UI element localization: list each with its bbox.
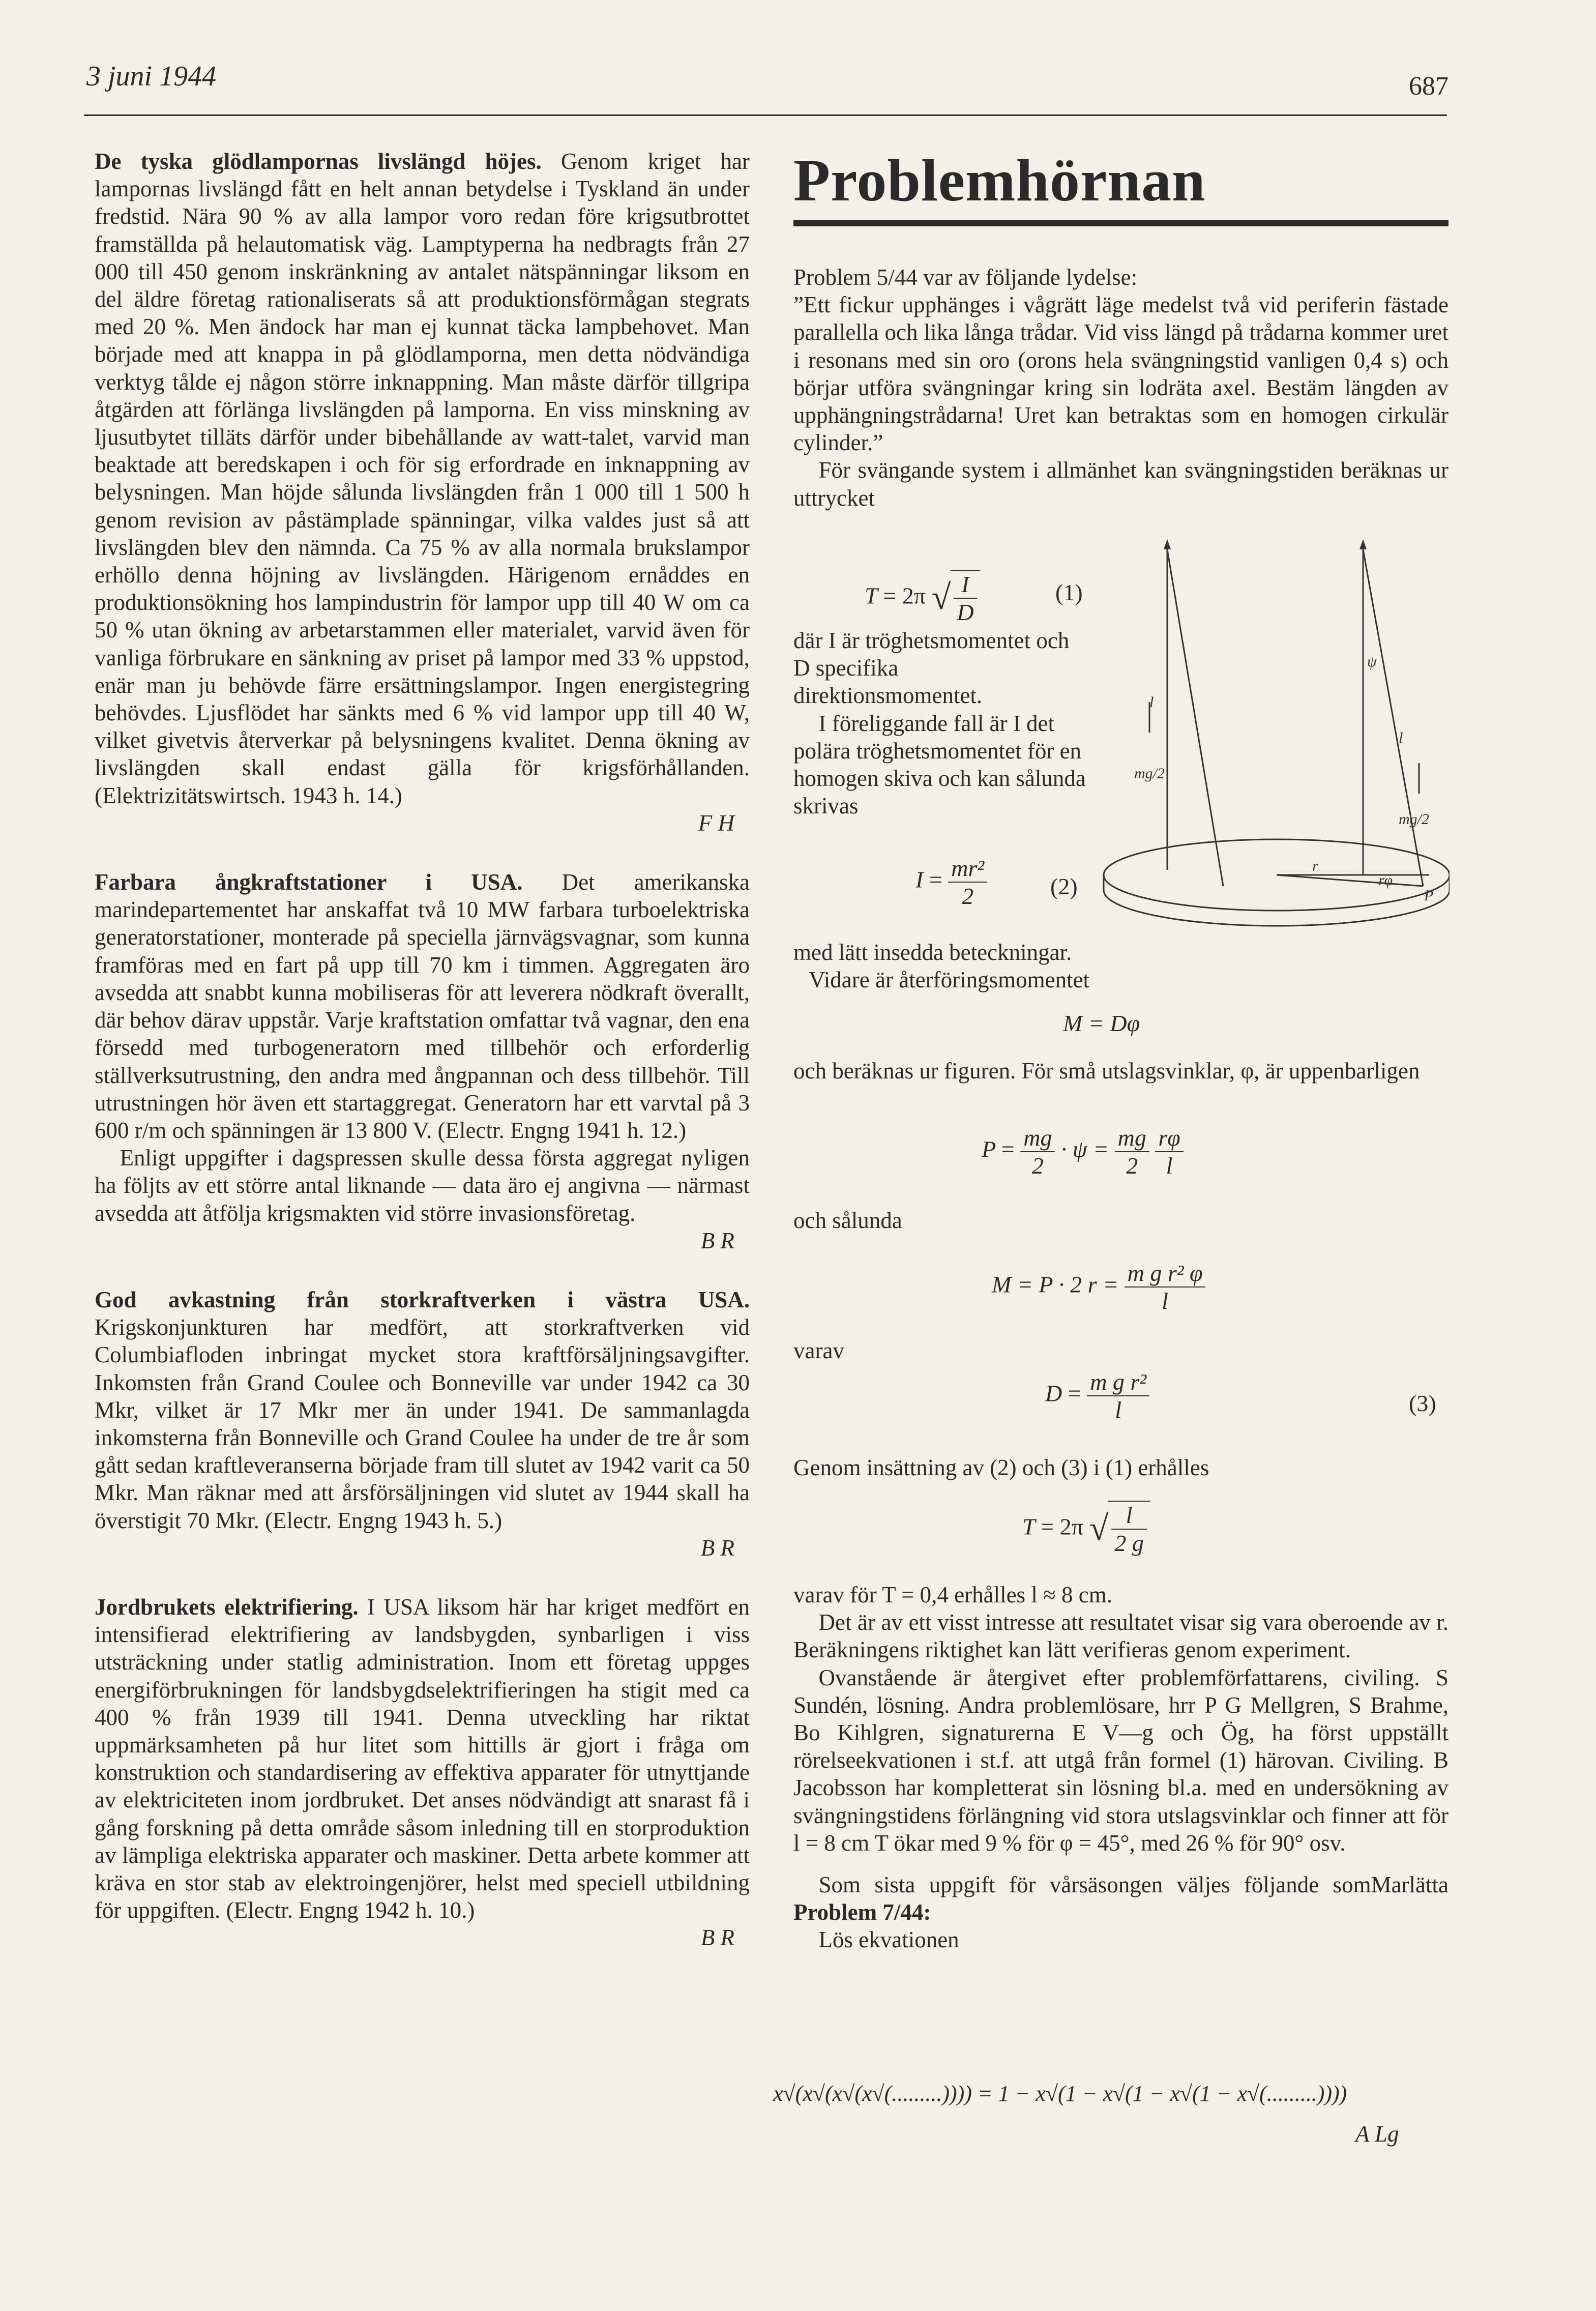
paragraph-6: och beräknas ur figuren. För små utslagsvinklar, φ, är uppenbarligen xyxy=(793,1058,1420,1084)
eq-den: 2 g xyxy=(1114,1530,1144,1556)
article-body: Krigskonjunkturen har medfört, att storkraftverken vid Columbiafloden inbringat mycket stora kraftförsäljningsavgifter. Inkomsten från Grand Coulee och Bonneville var under 1942 ca 30 Mkr, vilket är 17 Mkr mer än under 1941. De sammanlagda inkomsterna från Bonneville och Grand Coulee ha under de tre år som gått sedan kraftleveranserna började fram till slutet av 1942 varit ca 50 Mkr. Man räknar med att årsförsäljningen vid slutet av 1944 skall ha överstigit 70 Mkr. (Electr. Engng 1943 h. 5.) xyxy=(95,1314,750,1533)
label-mg2-right: mg/2 xyxy=(1399,811,1429,828)
label-P: P xyxy=(1424,887,1434,904)
disk-suspension-figure xyxy=(1093,539,1450,936)
equation-M2 xyxy=(992,1260,1205,1314)
equation-T xyxy=(1022,1501,1150,1557)
eq-num: rφ xyxy=(1155,1124,1183,1152)
eq-num: l xyxy=(1111,1502,1147,1530)
article-jordbruket xyxy=(95,1593,750,1952)
eq-num: m g r² φ xyxy=(1125,1260,1206,1288)
eq-den: 2 xyxy=(962,883,974,909)
eq-lhs: M xyxy=(992,1271,1012,1298)
top-left-point-icon xyxy=(1164,539,1171,549)
eq-lhs: I xyxy=(915,866,924,893)
article-signature: B R xyxy=(700,1535,734,1561)
page-number: 687 xyxy=(1409,72,1449,101)
left-deflected-thread xyxy=(1167,549,1223,886)
right-deflected-thread xyxy=(1363,549,1423,886)
section-title: Problemhörnan xyxy=(793,147,1206,214)
paragraph-13-text: Som sista uppgift för vårsäsongen väljes följande somMarlätta xyxy=(818,1872,1449,1898)
section-title-bar xyxy=(793,220,1449,226)
label-l-left: l xyxy=(1149,694,1154,711)
article-signature: B R xyxy=(700,1227,734,1253)
equation-2 xyxy=(915,855,987,910)
eq-lhs: P xyxy=(982,1136,996,1162)
article-title: Jordbrukets elektrifiering. xyxy=(95,1594,359,1620)
eq-op: = xyxy=(1068,1380,1081,1407)
article-signature: F H xyxy=(698,810,734,836)
paragraph-11: Det är av ett visst intresse att resultatet visar sig vara oberoende av r. Beräkningens riktighet kan lätt verifieras genom experiment. xyxy=(793,1610,1449,1663)
paragraph-3: I föreliggande fall är I det polära tröghetsmomentet för en homogen skiva och kan sålunda skrivas xyxy=(793,710,1086,819)
article-angkraftstationer xyxy=(95,868,750,1254)
eq-lhs: D xyxy=(1045,1380,1062,1407)
article-glodlampor xyxy=(95,148,750,837)
paragraph-7: och sålunda xyxy=(793,1208,902,1233)
paragraph-9: Genom insättning av (2) och (3) i (1) erhålles xyxy=(793,1455,1209,1480)
problem-text-narrow xyxy=(793,627,1088,820)
eq-num: mg xyxy=(1115,1124,1149,1152)
label-psi: ψ xyxy=(1367,653,1377,670)
label-l-right: l xyxy=(1399,729,1403,746)
header-rule xyxy=(84,114,1447,116)
eq-den: l xyxy=(1166,1153,1173,1179)
problem-label: Problem 7/44: xyxy=(793,1899,931,1925)
paragraph-1: För svängande system i allmänhet kan svängningstiden beräknas ur uttrycket xyxy=(793,457,1449,511)
sqrt-icon: √ xyxy=(1089,1508,1109,1547)
eq-den: 2 xyxy=(1031,1153,1044,1179)
equation-1-number: (1) xyxy=(1055,579,1083,605)
paragraph-5: Vidare är återföringsmomentet xyxy=(809,967,1090,992)
eq-den: l xyxy=(1162,1288,1168,1314)
problem-signature: A Lg xyxy=(1355,2121,1399,2147)
paragraph-10: varav för T = 0,4 erhålles l ≈ 8 cm. xyxy=(793,1582,1112,1607)
eq-num: m g r² xyxy=(1087,1368,1149,1396)
article-title: De tyska glödlampornas livslängd höjes. xyxy=(95,149,542,174)
label-r: r xyxy=(1312,858,1318,874)
eq-num: mr² xyxy=(948,855,987,883)
paragraph-2: där I är tröghetsmomentet och D specifika direktionsmomentet. xyxy=(793,628,1070,709)
eq-den: 2 xyxy=(1126,1153,1138,1179)
sqrt-icon: √ xyxy=(931,577,951,617)
label-rphi: rφ xyxy=(1378,872,1393,889)
paragraph-4: med lätt insedda beteckningar. xyxy=(793,940,1072,965)
eq-den: l xyxy=(1115,1397,1122,1423)
equation-3-number: (3) xyxy=(1409,1390,1436,1416)
eq-lhs: T xyxy=(1022,1513,1035,1540)
paragraph-12: Ovanstående är återgivet efter problemförfattarens, civiling. S Sundén, lösning. Andra problemlösare, hrr P G Mellgren, S Brahme, Bo Kihlgren, signaturerna E V—g och Ög, ha först uppställt rörelseekvationen i st.f. att utgå från formel (1) härovan. Civiling. B Jacobsson har kompletterat sin lösning bl.a. med en undersökning av svängningstidens förlängning vid stora utslagsvinklar och finner att för l = 8 cm T ökar med 9 % för φ = 45°, med 26 % för 90° osv. xyxy=(793,1664,1449,1856)
eq-op: = 2π xyxy=(1041,1513,1083,1540)
problem-solution-text xyxy=(793,1581,1449,1954)
equation-P: P = $\frac{mg}{2}$ · ψ = $\frac{mg}{2}$ $\frac{r\varphi}{l}$ xyxy=(982,1124,1184,1179)
eq-num: I xyxy=(954,571,977,599)
article-body: Genom kriget har lampornas livslängd fått en helt annan betydelse i Tyskland än under fredstid. Nära 90 % av alla lampor voro redan före krigsutbrottet framställda på helautomatisk väg. Lamptyperna ha nedbragts från 27 000 till 450 genom inskränkning av antalet nätspänningar liksom en del äldre företag rationaliserats så att produktionsförmågan stegrats med 20 %. Men ändock har man ej kunnat täcka lampbehovet. Man började med att knappa in på glödlamporna, men detta nödvändiga verktyg tålde ej någon större inknappning. Man måste därför tillgripa åtgärden att förlänga livslängden på lamporna. En viss minskning av ljusutbytet tilläts därför under bibehållande av watt-talet, varvid man beaktade att beredskapen i och för sig erfordrade en inknappning av belysningen. Man höjde sålunda livslängden från 1 000 till 1 500 h genom revision av påstämplade spänningar, vilka valdes just så att livslängden blev den nämnda. Ca 75 % av alla normala brukslampor erhöllo denna höjning av livslängden. Härigenom ernåddes en produktionsökning hos lampindustrin för lampor upp till 40 W om ca 50 % utan ökning av arbetarstammen eller materialet, varvid även för vanliga förbrukare en sänkning av priset på lampor med 33 % uppstod, enär man ju behövde färre ersättningslampor. Ingen energistegring behövdes. Ljusflödet har sänkts med 6 % vid lampor upp till 40 W, vilket givetvis återverkar på belysningens kvalitet. Denna ökning av livslängden skall endast gälla för krigsförhållanden. (Elektrizitätswirtsch. 1943 h. 14.) xyxy=(95,149,750,808)
problem-quote: ”Ett fickur upphänges i vågrätt läge medelst två vid periferin fästade parallella och lika långa trådar. Vid viss längd på trådarna kommer uret i resonans med sin oro (orons hela svängningstid vanligen 0,4 s) och börjar utföra svängningar kring sin lodräta axel. Bestäm längden av upphängningstrådarna! Uret kan betraktas som en homogen cirkulär cylinder.” xyxy=(793,292,1449,456)
article-storkraftverken xyxy=(95,1286,750,1562)
article-body-2: Enligt uppgifter i dagspressen skulle dessa första aggregat nyligen ha följts av ett större antal liknande — data äro ej angivna — närmast avsedda att åtfölja krigsmakten vid större invasionsföretag. xyxy=(95,1145,750,1226)
article-title: God avkastning från storkraftverken i västra USA. xyxy=(95,1286,750,1312)
top-right-point-icon xyxy=(1359,539,1367,549)
eq-den: D xyxy=(957,599,974,625)
paragraph-8: varav xyxy=(793,1338,844,1363)
equation-2-number: (2) xyxy=(1050,873,1078,899)
label-mg2-left: mg/2 xyxy=(1134,765,1165,782)
issue-date: 3 juni 1944 xyxy=(86,61,217,92)
eq-num: mg xyxy=(1020,1124,1055,1152)
article-signature: B R xyxy=(700,1925,734,1951)
eq-op: = 2π xyxy=(883,582,926,609)
paragraph-13 xyxy=(793,1871,1449,1926)
equation-3 xyxy=(1045,1368,1149,1423)
problem-intro-line: Problem 5/44 var av följande lydelse: xyxy=(793,265,1138,290)
problem-intro xyxy=(793,264,1449,512)
article-body: Det amerikanska marindepartementet har anskaffat två 10 MW farbara turboelektriska generatorstationer, monterade på speciella järnvägsvagnar, som kunna framföras med en fart på upp till 70 km i timmen. Aggregaten äro avsedda att snabbt kunna mobiliseras för att leverera nödkraft överallt, där behov därav uppstår. Varje kraftstation omfattar två vagnar, den ena försedd med turbogeneratorn med tillbehör och erforderlig ställverksutrustning, den andra med ångpannan och dess tillbehör. Till utrustningen hör även ett startaggregat. Generatorn har ett varvtal på 3 600 r/m och spänningen är 13 800 V. (Electr. Engng 1941 h. 12.) xyxy=(95,869,750,1143)
eq-op: = xyxy=(929,866,942,893)
eq-op: = P · 2 r = xyxy=(1017,1271,1119,1298)
equation-final: x√(x√(x√(x√(.........)))) = 1 − x√(1 − x√(1 − x√(1 − x√(.........)))) xyxy=(773,2081,1347,2106)
equation-M: M = Dφ xyxy=(1063,1010,1140,1036)
paragraph-14: Lös ekvationen xyxy=(818,1927,959,1953)
article-body: I USA liksom här har kriget medfört en intensifierad elektrifiering av landsbygden, synbarligen i viss utsträckning under statlig administration. Inom ett företag uppges energiförbrukningen för landsbygdselektrifieringen ha stigit med ca 400 % från 1939 till 1941. Denna utveckling har riktat uppmärksamheten på hur litet som hittills är gjort i fråga om konstruktion och standardisering av effektiva apparater för utnyttjande av elektriciteten inom jordbruket. Det anses nödvändigt att snarast få i gång forskning på detta område såsom inledning till en storproduktion av lämpliga elektriska apparater och maskiner. Detta arbete kommer att kräva en stor stab av elektroingenjörer, helst med speciell utbildning för uppgiften. (Electr. Engng 1942 h. 10.) xyxy=(95,1594,750,1923)
left-column xyxy=(95,148,750,1983)
radius-line xyxy=(1277,875,1423,886)
equation-1 xyxy=(865,570,980,626)
eq-op: · ψ = xyxy=(1060,1136,1109,1162)
eq-lhs: T xyxy=(865,582,877,609)
article-title: Farbara ångkraftstationer i USA. xyxy=(95,869,523,895)
